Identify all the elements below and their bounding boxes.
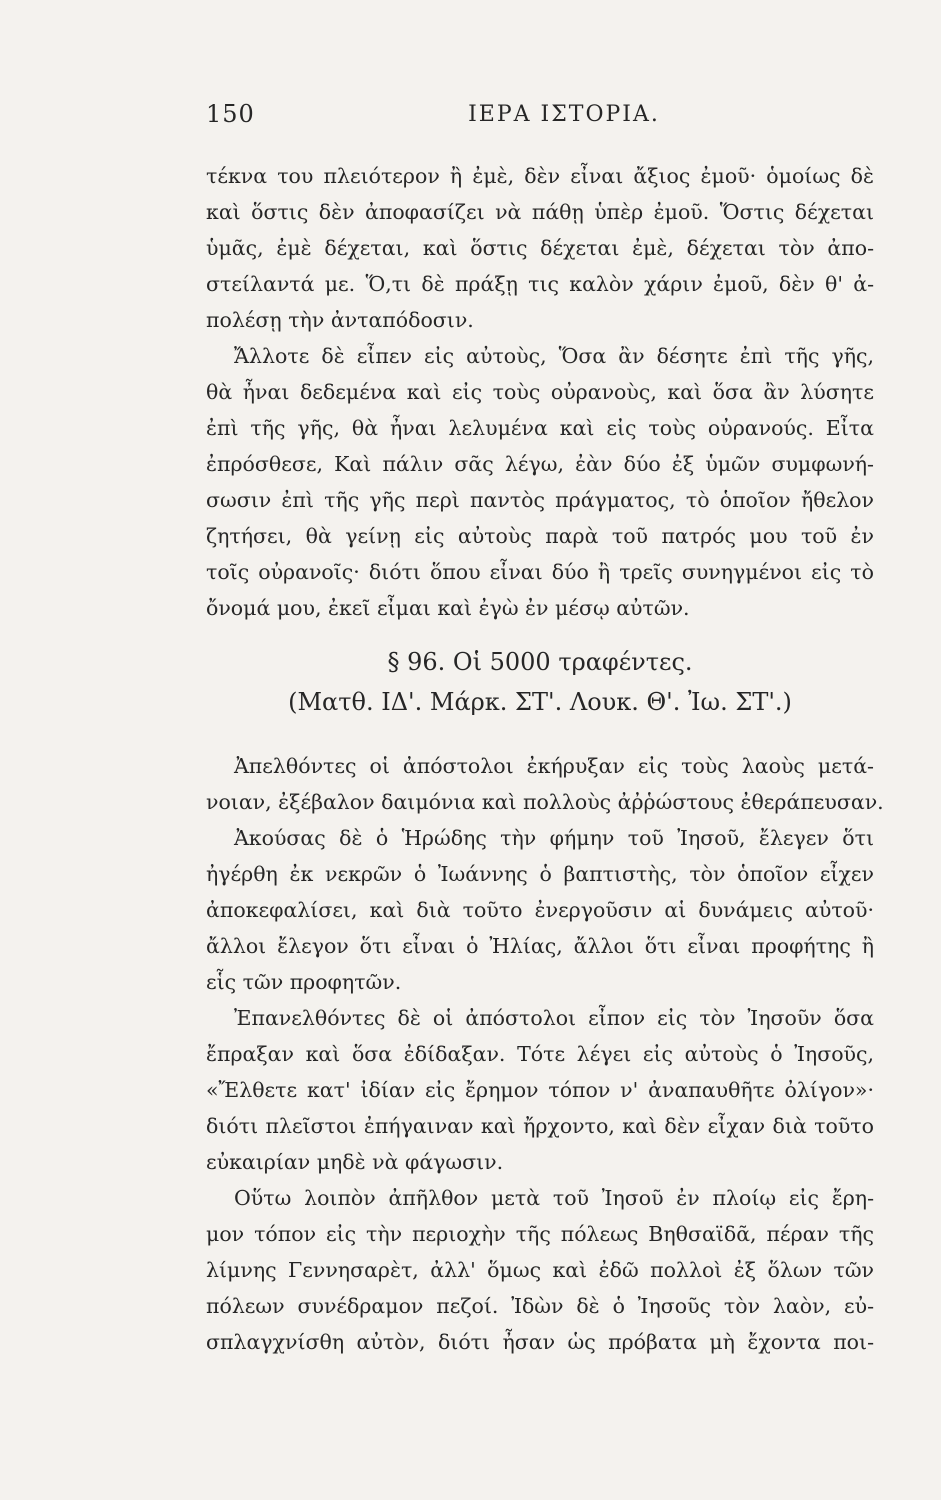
running-title: ΙΕΡΑ ΙΣΤΟΡΙΑ.	[468, 102, 660, 127]
text-line: στείλαντά με. Ὅ,τι δὲ πράξῃ τις καλὸν χάριν ἐμοῦ, δὲν θ' ἀ-	[206, 272, 874, 296]
text-line: πόλεων συνέδραμον πεζοί. Ἰδὼν δὲ ὁ Ἰησοῦς τὸν λαὸν, εὐ-	[206, 1294, 874, 1318]
text-line: ἠγέρθη ἐκ νεκρῶν ὁ Ἰωάννης ὁ βαπτιστὴς, τὸν ὁποῖον εἶχεν	[206, 862, 874, 886]
text-line: ὄνομά μου, ἐκεῖ εἶμαι καὶ ἐγὼ ἐν μέσῳ αὐτῶν.	[206, 596, 690, 620]
text-line: τοῖς οὐρανοῖς· διότι ὅπου εἶναι δύο ἢ τρεῖς συνηγμένοι εἰς τὸ	[206, 560, 874, 584]
text-line: ἔπραξαν καὶ ὅσα ἐδίδαξαν. Τότε λέγει εἰς αὐτοὺς ὁ Ἰησοῦς,	[206, 1042, 874, 1066]
text-line: ζητήσει, θὰ γείνῃ εἰς αὐτοὺς παρὰ τοῦ πατρός μου τοῦ ἐν	[206, 524, 874, 548]
text-line: ὑμᾶς, ἐμὲ δέχεται, καὶ ὅστις δέχεται ἐμὲ, δέχεται τὸν ἀπο-	[206, 236, 874, 260]
text-line: Ἄλλοτε δὲ εἶπεν εἰς αὐτοὺς, Ὅσα ἂν δέσητε ἐπὶ τῆς γῆς,	[234, 344, 874, 368]
text-block-bottom	[206, 748, 884, 1360]
text-line: θὰ ἦναι δεδεμένα καὶ εἰς τοὺς οὐρανοὺς, καὶ ὅσα ἂν λύσητε	[206, 380, 874, 404]
text-line: Ἀπελθόντες οἱ ἀπόστολοι ἐκήρυξαν εἰς τοὺς λαοὺς μετά-	[234, 754, 874, 778]
section-references: (Ματθ. ΙΔ'. Μάρκ. ΣΤ'. Λουκ. Θ'. Ἰω. ΣΤ'.)	[288, 688, 792, 716]
text-line: σπλαγχνίσθη αὐτὸν, διότι ἦσαν ὡς πρόβατα μὴ ἔχοντα ποι-	[206, 1330, 874, 1354]
text-line: ἐπρόσθεσε, Καὶ πάλιν σᾶς λέγω, ἐὰν δύο ἐξ ὑμῶν συμφωνή-	[206, 452, 874, 476]
text-line: λίμνης Γεννησαρὲτ, ἀλλ' ὅμως καὶ ἐδῶ πολλοὶ ἐξ ὅλων τῶν	[206, 1258, 874, 1282]
text-line: Ἀκούσας δὲ ὁ Ἡρώδης τὴν φήμην τοῦ Ἰησοῦ, ἔλεγεν ὅτι	[234, 826, 874, 850]
page-header	[206, 100, 882, 140]
text-line: Ἐπανελθόντες δὲ οἱ ἀπόστολοι εἶπον εἰς τὸν Ἰησοῦν ὅσα	[234, 1006, 874, 1030]
text-line: ἀποκεφαλίσει, καὶ διὰ τοῦτο ἐνεργοῦσιν αἱ δυνάμεις αὐτοῦ·	[206, 898, 874, 922]
text-block-top	[206, 158, 874, 626]
text-line: μον τόπον εἰς τὴν περιοχὴν τῆς πόλεως Βηθσαϊδᾶ, πέραν τῆς	[206, 1222, 874, 1246]
text-line: νοιαν, ἐξέβαλον δαιμόνια καὶ πολλοὺς ἀῤῥώστους ἐθεράπευσαν.	[206, 790, 884, 814]
text-line: πολέσῃ τὴν ἀνταπόδοσιν.	[206, 308, 474, 332]
text-line: τέκνα του πλειότερον ἢ ἐμὲ, δὲν εἶναι ἄξιος ἐμοῦ· ὁμοίως δὲ	[206, 164, 874, 188]
text-line: ἄλλοι ἔλεγον ὅτι εἶναι ὁ Ἠλίας, ἄλλοι ὅτι εἶναι προφήτης ἢ	[206, 934, 874, 958]
page-number: 150	[206, 100, 255, 128]
text-line: εἷς τῶν προφητῶν.	[206, 970, 402, 994]
text-line: διότι πλεῖστοι ἐπήγαιναν καὶ ἤρχοντο, καὶ δὲν εἶχαν διὰ τοῦτο	[206, 1114, 874, 1138]
text-line: εὐκαιρίαν μηδὲ νὰ φάγωσιν.	[206, 1150, 504, 1174]
text-line: Οὕτω λοιπὸν ἀπῆλθον μετὰ τοῦ Ἰησοῦ ἐν πλοίῳ εἰς ἔρη-	[234, 1186, 874, 1210]
text-line: «Ἔλθετε κατ' ἰδίαν εἰς ἔρημον τόπον ν' ἀναπαυθῆτε ὀλίγον»·	[206, 1078, 874, 1102]
section-title: § 96. Οἱ 5000 τραφέντες.	[387, 648, 693, 676]
text-line: σωσιν ἐπὶ τῆς γῆς περὶ παντὸς πράγματος, τὸ ὁποῖον ἤθελον	[206, 488, 874, 512]
text-line: ἐπὶ τῆς γῆς, θὰ ἦναι λελυμένα καὶ εἰς τοὺς οὐρανούς. Εἶτα	[206, 416, 874, 440]
text-line: καὶ ὅστις δὲν ἀποφασίζει νὰ πάθῃ ὑπὲρ ἐμοῦ. Ὅστις δέχεται	[206, 200, 874, 224]
